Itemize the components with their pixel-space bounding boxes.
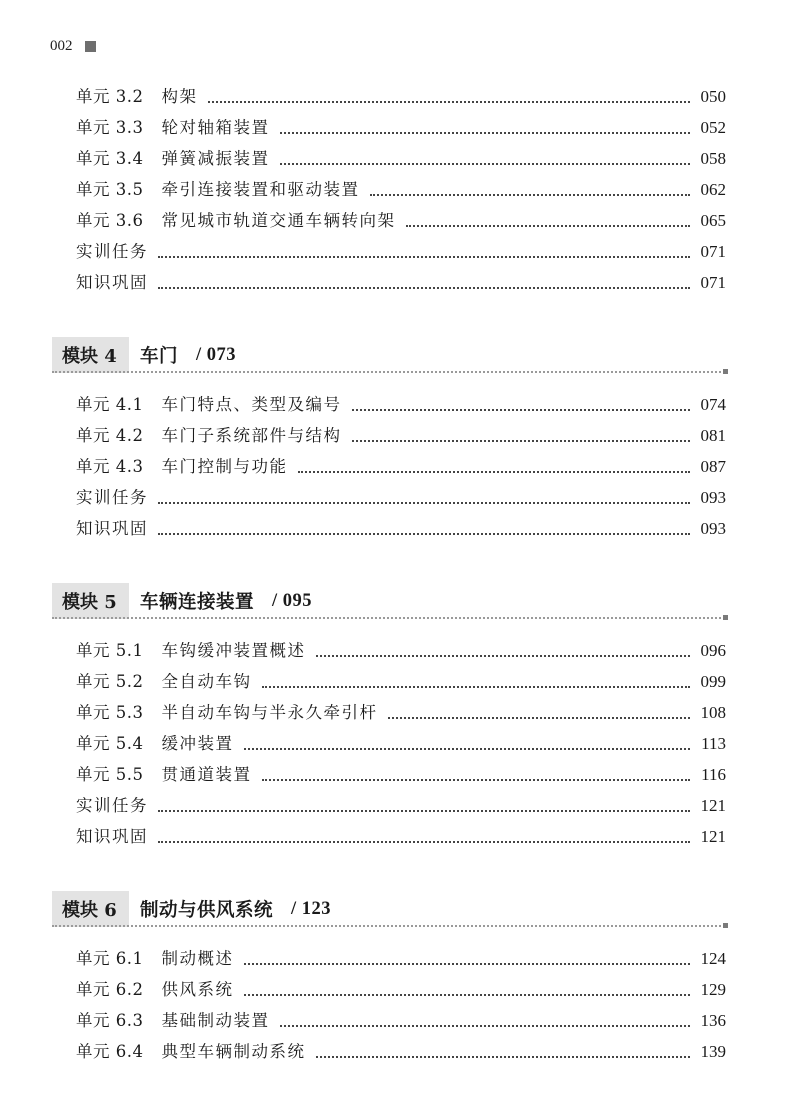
dot-leader (316, 655, 691, 657)
module-page-number: / 095 (272, 590, 313, 611)
dot-leader (298, 471, 691, 473)
toc-entry[interactable] (76, 85, 726, 109)
module-rule-end-mark (723, 615, 728, 620)
entry-page-number: 124 (700, 949, 726, 968)
toc-entry[interactable] (76, 486, 726, 510)
toc-entry[interactable] (76, 639, 726, 663)
unit-number: 单元 6.1 (76, 949, 144, 968)
dot-leader (158, 841, 690, 843)
entry-title: 车门特点、类型及编号 (161, 395, 342, 414)
dot-leader (370, 194, 691, 196)
module-dotted-rule (52, 925, 728, 927)
entry-title: 制动概述 (161, 949, 234, 968)
dot-leader (352, 409, 691, 411)
entry-page-number: 099 (700, 672, 726, 691)
toc-entry[interactable] (76, 240, 726, 264)
dot-leader (316, 1056, 691, 1058)
entry-page-number: 052 (700, 118, 726, 137)
unit-number: 单元 3.2 (76, 87, 144, 106)
toc-entry[interactable] (76, 947, 726, 971)
entry-page-number: 121 (700, 827, 726, 846)
unit-number: 单元 3.4 (76, 149, 144, 168)
entry-title: 轮对轴箱装置 (161, 118, 270, 137)
dot-leader (244, 748, 691, 750)
entry-title: 实训任务 (76, 242, 148, 261)
entry-title: 实训任务 (76, 488, 148, 507)
entry-title: 基础制动装置 (161, 1011, 270, 1030)
toc-entry[interactable] (76, 701, 726, 725)
module-title-row (140, 583, 312, 619)
toc-entry[interactable] (76, 1040, 726, 1064)
entry-title: 实训任务 (76, 796, 148, 815)
module-heading (52, 891, 728, 931)
dot-leader (158, 810, 690, 812)
module-label-box (52, 583, 129, 619)
entry-title: 贯通道装置 (161, 765, 252, 784)
module-title: 车门 (140, 346, 179, 367)
toc-entry[interactable] (76, 271, 726, 295)
entry-page-number: 093 (700, 488, 726, 507)
module-label: 模块 5 (62, 592, 117, 613)
entry-page-number: 087 (700, 457, 726, 476)
entry-page-number: 121 (700, 796, 726, 815)
entry-page-number: 062 (700, 180, 726, 199)
toc-entry[interactable] (76, 763, 726, 787)
toc-entry[interactable] (76, 147, 726, 171)
toc-entry[interactable] (76, 424, 726, 448)
module-dotted-rule (52, 617, 728, 619)
unit-number: 单元 4.1 (76, 395, 144, 414)
dot-leader (262, 686, 691, 688)
dot-leader (280, 132, 691, 134)
toc-entry[interactable] (76, 517, 726, 541)
entry-title: 知识巩固 (76, 273, 148, 292)
toc-entry[interactable] (76, 1009, 726, 1033)
entry-page-number: 058 (700, 149, 726, 168)
entry-title: 构架 (161, 87, 198, 106)
entry-title: 半自动车钩与半永久牵引杆 (161, 703, 378, 722)
module-rule-end-mark (723, 923, 728, 928)
entry-page-number: 065 (700, 211, 726, 230)
unit-number: 单元 4.2 (76, 426, 144, 445)
entry-page-number: 139 (700, 1042, 726, 1061)
unit-number: 单元 4.3 (76, 457, 144, 476)
unit-number: 单元 6.3 (76, 1011, 144, 1030)
entry-page-number: 081 (700, 426, 726, 445)
toc-entry[interactable] (76, 670, 726, 694)
page-header (50, 38, 96, 55)
module-title: 制动与供风系统 (140, 900, 274, 921)
entry-page-number: 093 (700, 519, 726, 538)
unit-number: 单元 5.1 (76, 641, 144, 660)
dot-leader (158, 256, 690, 258)
module-dotted-rule (52, 371, 728, 373)
dot-leader (158, 287, 690, 289)
entry-page-number: 116 (701, 765, 726, 784)
dot-leader (352, 440, 691, 442)
entry-page-number: 074 (700, 395, 726, 414)
entry-title: 全自动车钩 (161, 672, 252, 691)
entry-page-number: 136 (700, 1011, 726, 1030)
module-title-row (140, 891, 331, 927)
entry-page-number: 071 (700, 273, 726, 292)
unit-number: 单元 5.2 (76, 672, 144, 691)
module-page-number: / 123 (291, 898, 332, 919)
dot-leader (406, 225, 691, 227)
toc-entry[interactable] (76, 178, 726, 202)
toc-entry[interactable] (76, 825, 726, 849)
entry-title: 知识巩固 (76, 519, 148, 538)
unit-number: 单元 5.4 (76, 734, 144, 753)
module-page-number: / 073 (196, 344, 237, 365)
entry-title: 弹簧减振装置 (161, 149, 270, 168)
toc-entry[interactable] (76, 209, 726, 233)
unit-number: 单元 3.6 (76, 211, 144, 230)
entry-page-number: 129 (700, 980, 726, 999)
dot-leader (262, 779, 691, 781)
dot-leader (280, 163, 691, 165)
entry-page-number: 096 (700, 641, 726, 660)
entry-title: 车钩缓冲装置概述 (161, 641, 306, 660)
entry-page-number: 071 (700, 242, 726, 261)
entry-title: 典型车辆制动系统 (161, 1042, 306, 1061)
dot-leader (244, 963, 691, 965)
entry-title: 知识巩固 (76, 827, 148, 846)
entry-page-number: 113 (701, 734, 726, 753)
entry-title: 车门控制与功能 (161, 457, 288, 476)
unit-number: 单元 3.5 (76, 180, 144, 199)
toc-entry[interactable] (76, 393, 726, 417)
module-label: 模块 6 (62, 900, 117, 921)
toc-entry[interactable] (76, 978, 726, 1002)
entry-page-number: 108 (700, 703, 726, 722)
dot-leader (158, 533, 690, 535)
entry-title: 牵引连接装置和驱动装置 (161, 180, 360, 199)
dot-leader (208, 101, 691, 103)
toc-entry[interactable] (76, 455, 726, 479)
module-title: 车辆连接装置 (140, 592, 255, 613)
module-heading (52, 583, 728, 623)
dot-leader (280, 1025, 691, 1027)
toc-entry[interactable] (76, 732, 726, 756)
module-label: 模块 4 (62, 346, 117, 367)
entry-title: 常见城市轨道交通车辆转向架 (161, 211, 396, 230)
module-label-box (52, 891, 129, 927)
unit-number: 单元 5.5 (76, 765, 144, 784)
module-rule-end-mark (723, 369, 728, 374)
unit-number: 单元 6.2 (76, 980, 144, 999)
toc-entry[interactable] (76, 794, 726, 818)
entry-title: 供风系统 (161, 980, 234, 999)
page-number: 002 (50, 38, 73, 54)
dot-leader (244, 994, 691, 996)
dot-leader (388, 717, 691, 719)
entry-title: 车门子系统部件与结构 (161, 426, 342, 445)
entry-title: 缓冲装置 (161, 734, 234, 753)
unit-number: 单元 3.3 (76, 118, 144, 137)
header-square-mark (85, 41, 96, 52)
module-title-row (140, 337, 236, 373)
dot-leader (158, 502, 690, 504)
module-heading (52, 337, 728, 377)
module-label-box (52, 337, 129, 373)
entry-page-number: 050 (700, 87, 726, 106)
toc-entry[interactable] (76, 116, 726, 140)
unit-number: 单元 5.3 (76, 703, 144, 722)
unit-number: 单元 6.4 (76, 1042, 144, 1061)
